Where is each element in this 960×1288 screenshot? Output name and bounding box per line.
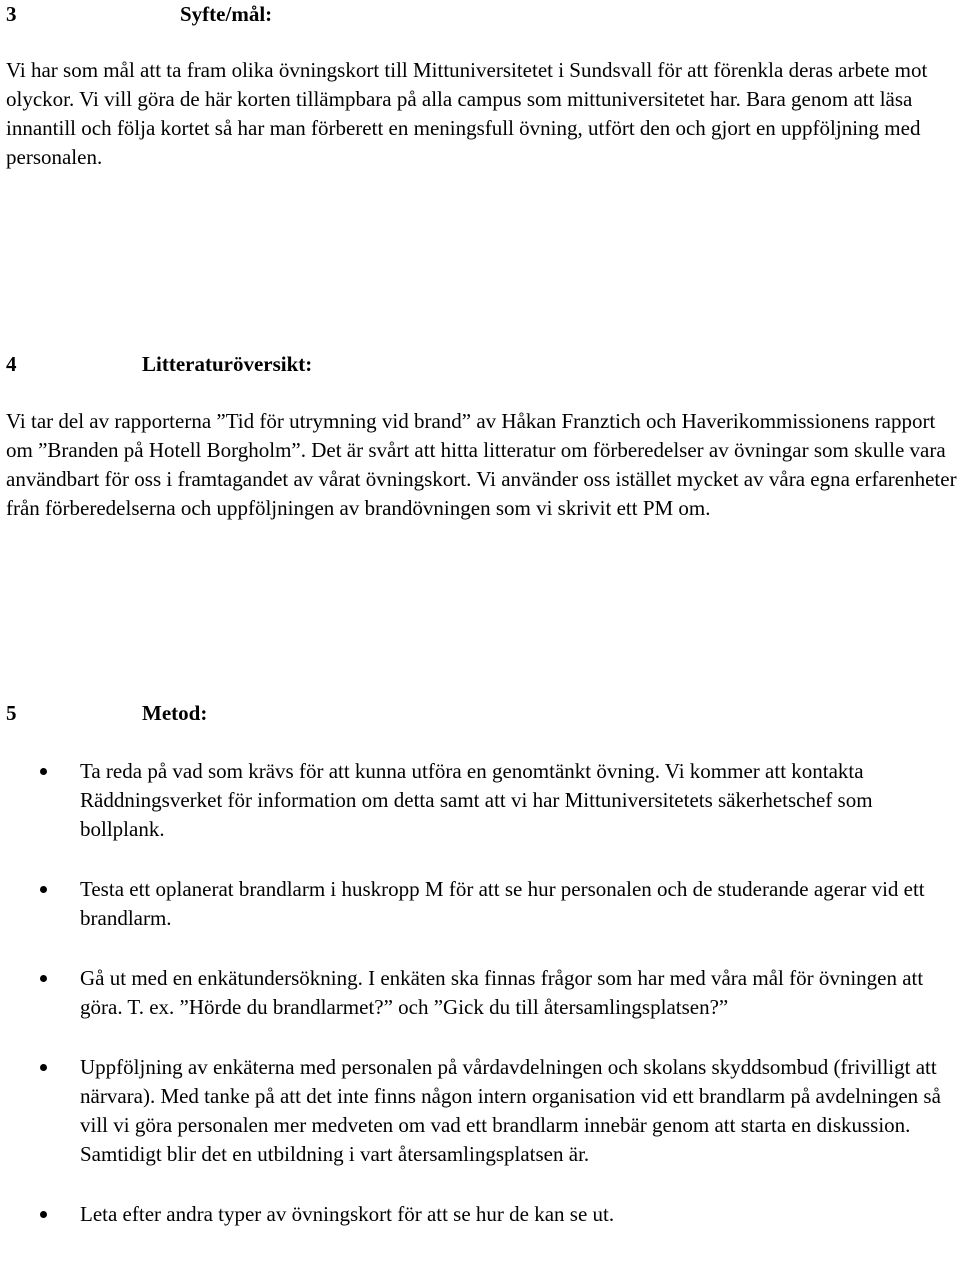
- section-litteraturoversikt: [6, 350, 960, 523]
- bullet-icon: [40, 768, 47, 775]
- list-item-text: Testa ett oplanerat brandlarm i huskropp M för att se hur personalen och de studerande agerar vid ett brandlarm.: [80, 877, 925, 930]
- section-number: 3: [6, 2, 17, 26]
- section-heading: [6, 350, 960, 379]
- section-number: 4: [6, 352, 17, 376]
- section-number: 5: [6, 701, 17, 725]
- list-item: [6, 1053, 960, 1169]
- section-syfte: [6, 0, 960, 172]
- section-title: Metod:: [142, 701, 208, 725]
- list-item-text: Leta efter andra typer av övningskort för att se hur de kan se ut.: [80, 1202, 615, 1226]
- list-item: [6, 875, 960, 933]
- list-item-text: Gå ut med en enkätundersökning. I enkäten ska finnas frågor som har med våra mål för övningen att göra. T. ex. ”Hörde du brandlarmet?” och ”Gick du till återsamlingsplatsen?”: [80, 966, 924, 1019]
- list-item-text: Uppföljning av enkäterna med personalen på vårdavdelningen och skolans skyddsombud (frivilligt att närvara). Med tanke på att det inte finns någon intern organisation vid ett brandlarm på avdelningen så vill vi göra personalen mer medveten om vad ett brandlarm innebär genom att starta en diskussion. Samtidigt blir det en utbildning i vart återsamlingsplatsen är.: [80, 1055, 941, 1166]
- section-heading: [6, 0, 960, 29]
- section-paragraph: Vi har som mål att ta fram olika övningskort till Mittuniversitetet i Sundsvall för att förenkla deras arbete mot olyckor. Vi vill göra de här korten tillämpbara på alla campus som mittuniversitetet har. Bara genom att läsa innantill och följa kortet så har man förberett en meningsfull övning, utfört den och gjort en uppföljning med personalen.: [6, 58, 928, 169]
- list-item: [6, 964, 960, 1022]
- section-title: Syfte/mål:: [180, 2, 273, 26]
- section-title: Litteraturöversikt:: [142, 352, 313, 376]
- section-metod: [6, 699, 960, 1229]
- list-item-text: Ta reda på vad som krävs för att kunna utföra en genomtänkt övning. Vi kommer att kontakta Räddningsverket för information om detta samt att vi har Mittuniversitetets säkerhetschef som bollplank.: [80, 759, 873, 841]
- list-item: [6, 757, 960, 844]
- bullet-icon: [40, 975, 47, 982]
- bullet-icon: [40, 1211, 47, 1218]
- section-paragraph: Vi tar del av rapporterna ”Tid för utrymning vid brand” av Håkan Franztich och Haverikommissionens rapport om ”Branden på Hotell Borgholm”. Det är svårt att hitta litteratur om förberedelser av övningar som skulle vara användbart för oss i framtagandet av vårat övningskort. Vi använder oss istället mycket av våra egna erfarenheter från förberedelserna och uppföljningen av brandövningen som vi skrivit ett PM om.: [6, 409, 957, 520]
- list-item: [6, 1200, 960, 1229]
- method-list: [6, 757, 960, 1229]
- bullet-icon: [40, 886, 47, 893]
- section-heading: [6, 699, 960, 728]
- bullet-icon: [40, 1064, 47, 1071]
